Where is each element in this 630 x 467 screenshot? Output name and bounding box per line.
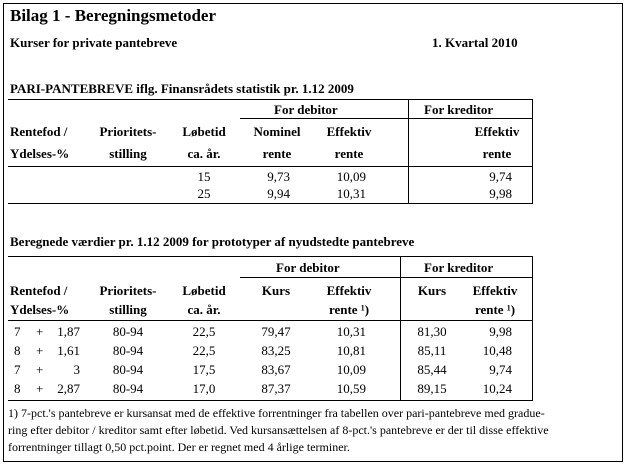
footnote-line-3: forrentninger tillagt 0,50 pct.point. Der er regnet med 4 årlige terminer. [8,440,350,454]
s1-col-rentefod-2: Ydelses-% [10,146,70,161]
s2-col-kurs: Kurs [261,283,291,298]
s2-row2-ydelse: 1,61 [57,343,80,358]
s1-row2-nominel: 9,94 [267,186,290,201]
s1-col-nominel-1: Nominel [253,124,301,139]
section1-group-debitor: For debitor [274,102,338,117]
s2-row1-kred-kurs: 81,30 [417,324,447,339]
s2-row3-plus: + [36,362,44,377]
s2-row4-kred-effektiv: 10,24 [482,381,512,396]
s2-row2-kurs: 83,25 [261,343,291,358]
s2-row2-effektiv: 10,81 [336,343,366,358]
footnote-line-2: ring efter debitor / kreditor samt efter løbetid. Ved kursansættelsen af 8-pct.'s pantebreve er der til disse effektive [8,423,549,437]
section1-heading: PARI-PANTEBREVE iflg. Finansrådets statistik pr. 1.12 2009 [10,81,354,96]
section1-group-kreditor: For kreditor [424,102,494,117]
section2-group-debitor: For debitor [276,260,340,275]
s1-col-kred-effektiv-2: rente [482,146,512,161]
s2-row4-plus: + [36,381,44,396]
s2-row1-rente: 7 [14,324,21,339]
s1-row2-effektiv: 10,31 [336,186,366,201]
s2-col-kred-kurs: Kurs [417,283,447,298]
s2-col-prioritet-2: stilling [109,302,147,317]
s2-row4-kred-kurs: 89,15 [417,381,447,396]
s2-col-lobetid-2: ca. år. [187,302,221,317]
s1-col-prioritet-1: Prioritets- [99,124,157,139]
subtitle-right: 1. Kvartal 2010 [432,35,518,50]
s1-row2-kreditor: 9,98 [489,186,512,201]
s1-col-lobetid-1: Løbetid [182,124,226,139]
s1-row1-nominel: 9,73 [267,169,290,184]
s1-row1-effektiv: 10,09 [336,169,366,184]
s2-col-kred-effektiv-1: Effektiv [472,283,518,298]
s2-row4-rente: 8 [14,381,21,396]
s1-row2-lobetid: 25 [197,186,211,201]
s2-row3-kred-effektiv: 9,74 [489,362,512,377]
s2-row3-ydelse: 3 [73,362,80,377]
s1-row1-kreditor: 9,74 [489,169,512,184]
s2-row2-lobetid: 22,5 [192,343,216,358]
section2-group-kreditor: For kreditor [424,260,494,275]
s2-col-rentefod-2: Ydelses-% [10,302,70,317]
s2-col-rentefod-1: Rentefod / [10,283,68,298]
s2-row3-kred-kurs: 85,44 [417,362,447,377]
s2-col-prioritet-1: Prioritets- [99,283,157,298]
s1-col-effektiv-2: rente [334,146,364,161]
s1-col-effektiv-1: Effektiv [326,124,372,139]
s2-row1-kurs: 79,47 [261,324,291,339]
s2-row1-kred-effektiv: 9,98 [489,324,512,339]
s2-row2-plus: + [36,343,44,358]
s1-col-kred-effektiv-1: Effektiv [474,124,520,139]
s2-row3-prioritet: 80-94 [112,362,144,377]
s1-col-lobetid-2: ca. år. [187,146,221,161]
s2-col-effektiv-2: rente ¹) [328,302,370,317]
s1-col-prioritet-2: stilling [109,146,147,161]
s2-row4-kurs: 87,37 [261,381,291,396]
s2-row1-plus: + [36,324,44,339]
s2-row3-effektiv: 10,09 [336,362,366,377]
s2-row3-rente: 7 [14,362,21,377]
footnote-line-1: 1) 7-pct.'s pantebreve er kursansat med de effektive forrentninger fra tabellen over pari-pantebreve med gradue- [8,406,545,420]
section2-heading: Beregnede værdier pr. 1.12 2009 for prototyper af nyudstedte pantebreve [10,234,415,249]
s2-row2-prioritet: 80-94 [112,343,144,358]
s2-row4-prioritet: 80-94 [112,381,144,396]
s2-row3-lobetid: 17,5 [192,362,216,377]
s1-row1-lobetid: 15 [197,169,211,184]
s2-col-effektiv-1: Effektiv [326,283,372,298]
s2-row4-ydelse: 2,87 [57,381,80,396]
s2-row1-prioritet: 80-94 [112,324,144,339]
s2-col-lobetid-1: Løbetid [182,283,226,298]
s2-row1-effektiv: 10,31 [336,324,366,339]
s2-row3-kurs: 83,67 [261,362,291,377]
s2-row2-kred-kurs: 85,11 [417,343,447,358]
s2-col-kred-effektiv-2: rente ¹) [474,302,516,317]
document-title: Bilag 1 - Beregningsmetoder [10,6,217,25]
s1-col-nominel-2: rente [262,146,292,161]
s1-col-rentefod-1: Rentefod / [10,124,68,139]
s2-row2-kred-effektiv: 10,48 [482,343,512,358]
s2-row1-lobetid: 22,5 [192,324,216,339]
s2-row4-effektiv: 10,59 [336,381,366,396]
s2-row4-lobetid: 17,0 [192,381,216,396]
subtitle-left: Kurser for private pantebreve [10,35,178,50]
s2-row2-rente: 8 [14,343,21,358]
s2-row1-ydelse: 1,87 [57,324,80,339]
